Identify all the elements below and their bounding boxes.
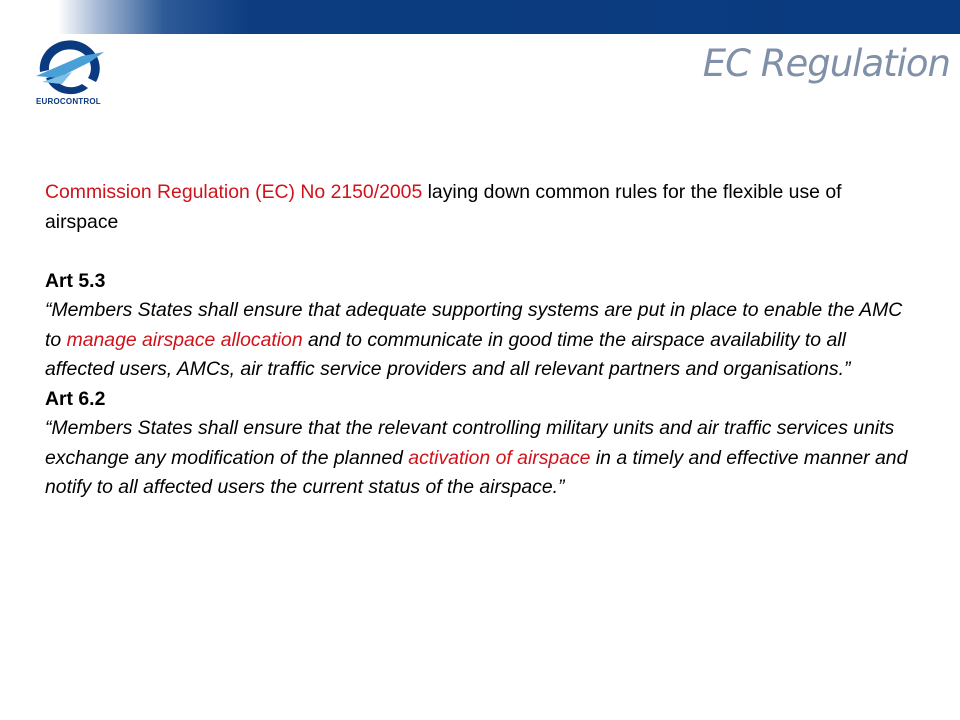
art-6-2-quote-part2: in a timely and effective manner and notify to all affected users the current status of the airspace.” xyxy=(45,446,908,498)
art-6-2-highlight: activation of airspace xyxy=(408,446,591,469)
art-6-2-heading: Art 6.2 xyxy=(45,387,106,410)
page-title: EC Regulation xyxy=(702,42,950,85)
top-banner-bar xyxy=(0,0,960,34)
regulation-body xyxy=(45,178,915,503)
art-5-3-quote xyxy=(45,296,915,385)
spacer xyxy=(45,237,915,267)
eurocontrol-logo-icon xyxy=(32,38,110,98)
art-6-2-quote-part1: “Members States shall ensure that the relevant controlling military units and air traffic services units exchange any modification of the planned xyxy=(45,417,895,469)
art-6-2-quote xyxy=(45,414,915,503)
art-5-3-quote-part1: “Members States shall ensure that adequate supporting systems are put in place to enable the AMC to xyxy=(45,299,903,351)
regulation-description: laying down common rules for the flexible use of airspace xyxy=(45,181,842,233)
regulation-reference: Commission Regulation (EC) No 2150/2005 xyxy=(45,181,423,203)
art-5-3-highlight: manage airspace allocation xyxy=(66,328,303,351)
art-5-3-quote-part2: and to communicate in good time the airspace availability to all affected users, AMCs, air traffic service providers and all relevant partners and organisations.” xyxy=(45,328,851,380)
logo-text: EUROCONTROL xyxy=(36,97,101,106)
art-5-3-heading: Art 5.3 xyxy=(45,269,106,292)
regulation-intro xyxy=(45,178,915,237)
